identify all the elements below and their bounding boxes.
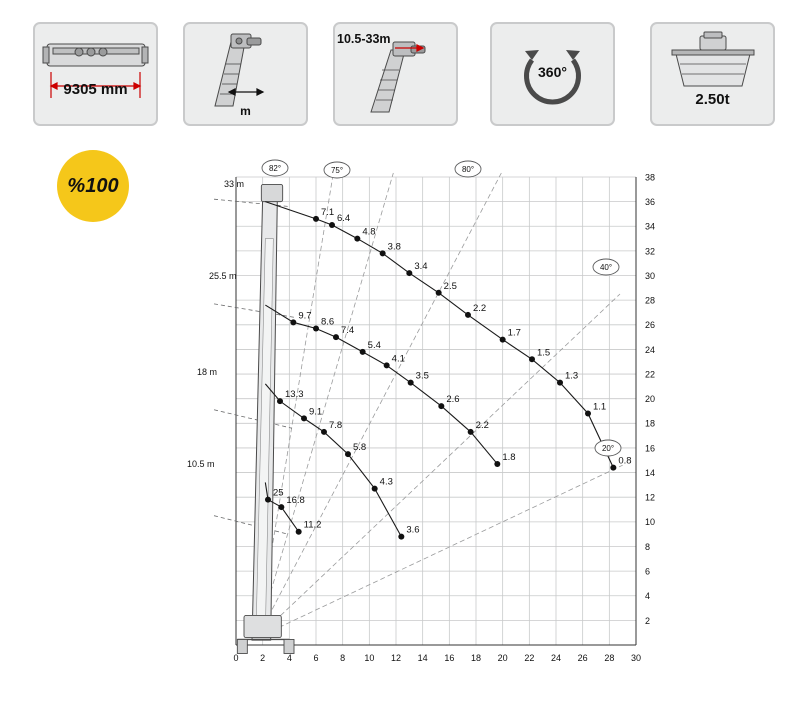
svg-text:26: 26 (645, 320, 656, 331)
load-point (301, 415, 307, 421)
load-point (529, 356, 535, 362)
svg-text:80°: 80° (461, 165, 475, 174)
load-point-label: 2.6 (446, 394, 460, 406)
load-point (500, 337, 506, 343)
load-point (465, 312, 471, 318)
svg-text:26: 26 (577, 653, 588, 663)
load-point-label: 1.7 (507, 327, 521, 339)
svg-text:36: 36 (645, 197, 656, 208)
svg-text:82°: 82° (268, 164, 282, 173)
load-point-label: 3.6 (406, 524, 420, 536)
load-point (360, 349, 366, 355)
load-point-label: 4.3 (379, 476, 393, 488)
icon-caption-range: 10.5-33m (337, 32, 391, 46)
load-point-label: 1.1 (593, 401, 607, 413)
load-point (354, 236, 360, 242)
load-point (408, 380, 414, 386)
load-point (290, 319, 296, 325)
svg-text:16: 16 (444, 653, 455, 663)
svg-text:30: 30 (645, 270, 656, 281)
load-point (313, 216, 319, 222)
load-point (277, 398, 283, 404)
load-point-label: 3.5 (415, 370, 429, 382)
svg-text:4: 4 (645, 591, 651, 602)
icon-box-boom-extension-range (333, 22, 458, 126)
svg-text:75°: 75° (330, 166, 344, 175)
svg-text:20°: 20° (601, 444, 615, 453)
load-point (384, 362, 390, 368)
icon-strip (0, 22, 800, 132)
chart-tick-labels (233, 172, 655, 663)
load-point (494, 461, 500, 467)
svg-text:40°: 40° (599, 263, 613, 272)
svg-text:18: 18 (470, 653, 482, 663)
svg-text:28: 28 (645, 295, 656, 306)
boom-length-label: 33 m (224, 179, 245, 189)
load-point-label: 9.7 (298, 310, 312, 322)
load-point-label: 7.1 (321, 206, 335, 218)
boom-length-label: 10.5 m (187, 459, 215, 469)
load-point-label: 0.8 (618, 455, 632, 467)
boom-length-label: 18 m (197, 367, 218, 377)
load-point-label: 16.8 (286, 495, 305, 507)
chart-axes (236, 177, 636, 645)
load-point-label: 25 (273, 487, 284, 499)
load-point-label: 1.5 (537, 347, 551, 359)
icon-caption-meters: m (240, 104, 251, 118)
load-point (398, 534, 404, 540)
crane-weight-icon (652, 24, 773, 124)
capacity-badge-label: %100 (67, 174, 119, 197)
svg-text:12: 12 (390, 653, 402, 663)
svg-text:8: 8 (340, 653, 346, 663)
load-point-label: 1.3 (565, 370, 579, 382)
icon-box-crane-weight (650, 22, 775, 126)
load-point-label: 11.2 (303, 519, 322, 531)
svg-text:2: 2 (645, 615, 651, 626)
svg-text:14: 14 (645, 467, 656, 478)
load-point (313, 325, 319, 331)
icon-box-boom-extension-horizontal (183, 22, 308, 126)
icon-caption-width: 9305 mm (63, 81, 128, 98)
load-point-label: 3.4 (414, 261, 428, 273)
load-point-label: 6.4 (337, 213, 351, 225)
load-point-label: 1.8 (502, 451, 516, 463)
svg-text:38: 38 (645, 172, 656, 183)
svg-text:10: 10 (645, 517, 656, 528)
svg-text:18: 18 (645, 418, 656, 429)
load-point (438, 403, 444, 409)
load-point (436, 290, 442, 296)
svg-text:2: 2 (260, 653, 266, 663)
load-point (380, 250, 386, 256)
svg-text:14: 14 (417, 653, 428, 663)
load-point-label: 2.5 (443, 280, 457, 292)
chart-series-group (265, 202, 632, 540)
load-point-label: 5.4 (367, 339, 381, 351)
load-point (329, 222, 335, 228)
svg-text:24: 24 (550, 653, 562, 663)
load-point (333, 334, 339, 340)
load-curve-1 (265, 302, 497, 464)
icon-caption-rotation: 360° (538, 64, 567, 80)
chart-grid (236, 177, 636, 645)
svg-text:20: 20 (497, 653, 508, 663)
capacity-badge (57, 150, 129, 222)
svg-text:16: 16 (645, 443, 656, 454)
svg-text:4: 4 (286, 653, 292, 663)
svg-text:12: 12 (645, 492, 656, 503)
svg-text:32: 32 (645, 246, 656, 257)
load-point-label: 4.1 (391, 353, 405, 365)
load-point (372, 486, 378, 492)
svg-text:22: 22 (645, 369, 656, 380)
icon-caption-weight: 2.50t (695, 91, 730, 108)
load-chart (170, 155, 670, 685)
icon-box-slewing-rotation (490, 22, 615, 126)
load-point (557, 380, 563, 386)
load-point-label: 13.3 (285, 389, 304, 401)
load-point (406, 270, 412, 276)
svg-text:30: 30 (630, 653, 642, 663)
svg-text:20: 20 (645, 394, 656, 405)
svg-text:10: 10 (364, 653, 375, 663)
icon-box-folded-crane-top-view (33, 22, 158, 126)
load-point-label: 8.6 (321, 316, 335, 328)
load-point-label: 9.1 (309, 406, 323, 418)
load-point (265, 497, 271, 503)
load-point (585, 410, 591, 416)
load-point-label: 7.4 (341, 325, 355, 337)
svg-text:34: 34 (645, 221, 656, 232)
svg-text:0: 0 (233, 653, 239, 663)
svg-text:6: 6 (645, 566, 651, 577)
load-point (610, 465, 616, 471)
load-point (345, 451, 351, 457)
load-point-label: 2.2 (473, 302, 487, 314)
load-point-label: 7.8 (329, 419, 343, 431)
svg-text:6: 6 (313, 653, 319, 663)
load-point (321, 429, 327, 435)
crane-illustration (237, 184, 294, 653)
load-point (278, 504, 284, 510)
load-point-label: 2.2 (475, 419, 489, 431)
svg-text:24: 24 (645, 344, 656, 355)
svg-text:28: 28 (604, 653, 615, 663)
load-point-label: 3.8 (387, 241, 401, 253)
load-point-label: 4.8 (362, 226, 376, 238)
svg-text:22: 22 (524, 653, 535, 663)
load-point-label: 5.8 (353, 442, 367, 454)
svg-text:8: 8 (645, 541, 651, 552)
load-point (296, 529, 302, 535)
folded-crane-top-view-icon (35, 24, 156, 124)
chart-boom-length-labels (187, 179, 244, 469)
load-point (468, 429, 474, 435)
boom-length-label: 25.5 m (209, 271, 237, 281)
